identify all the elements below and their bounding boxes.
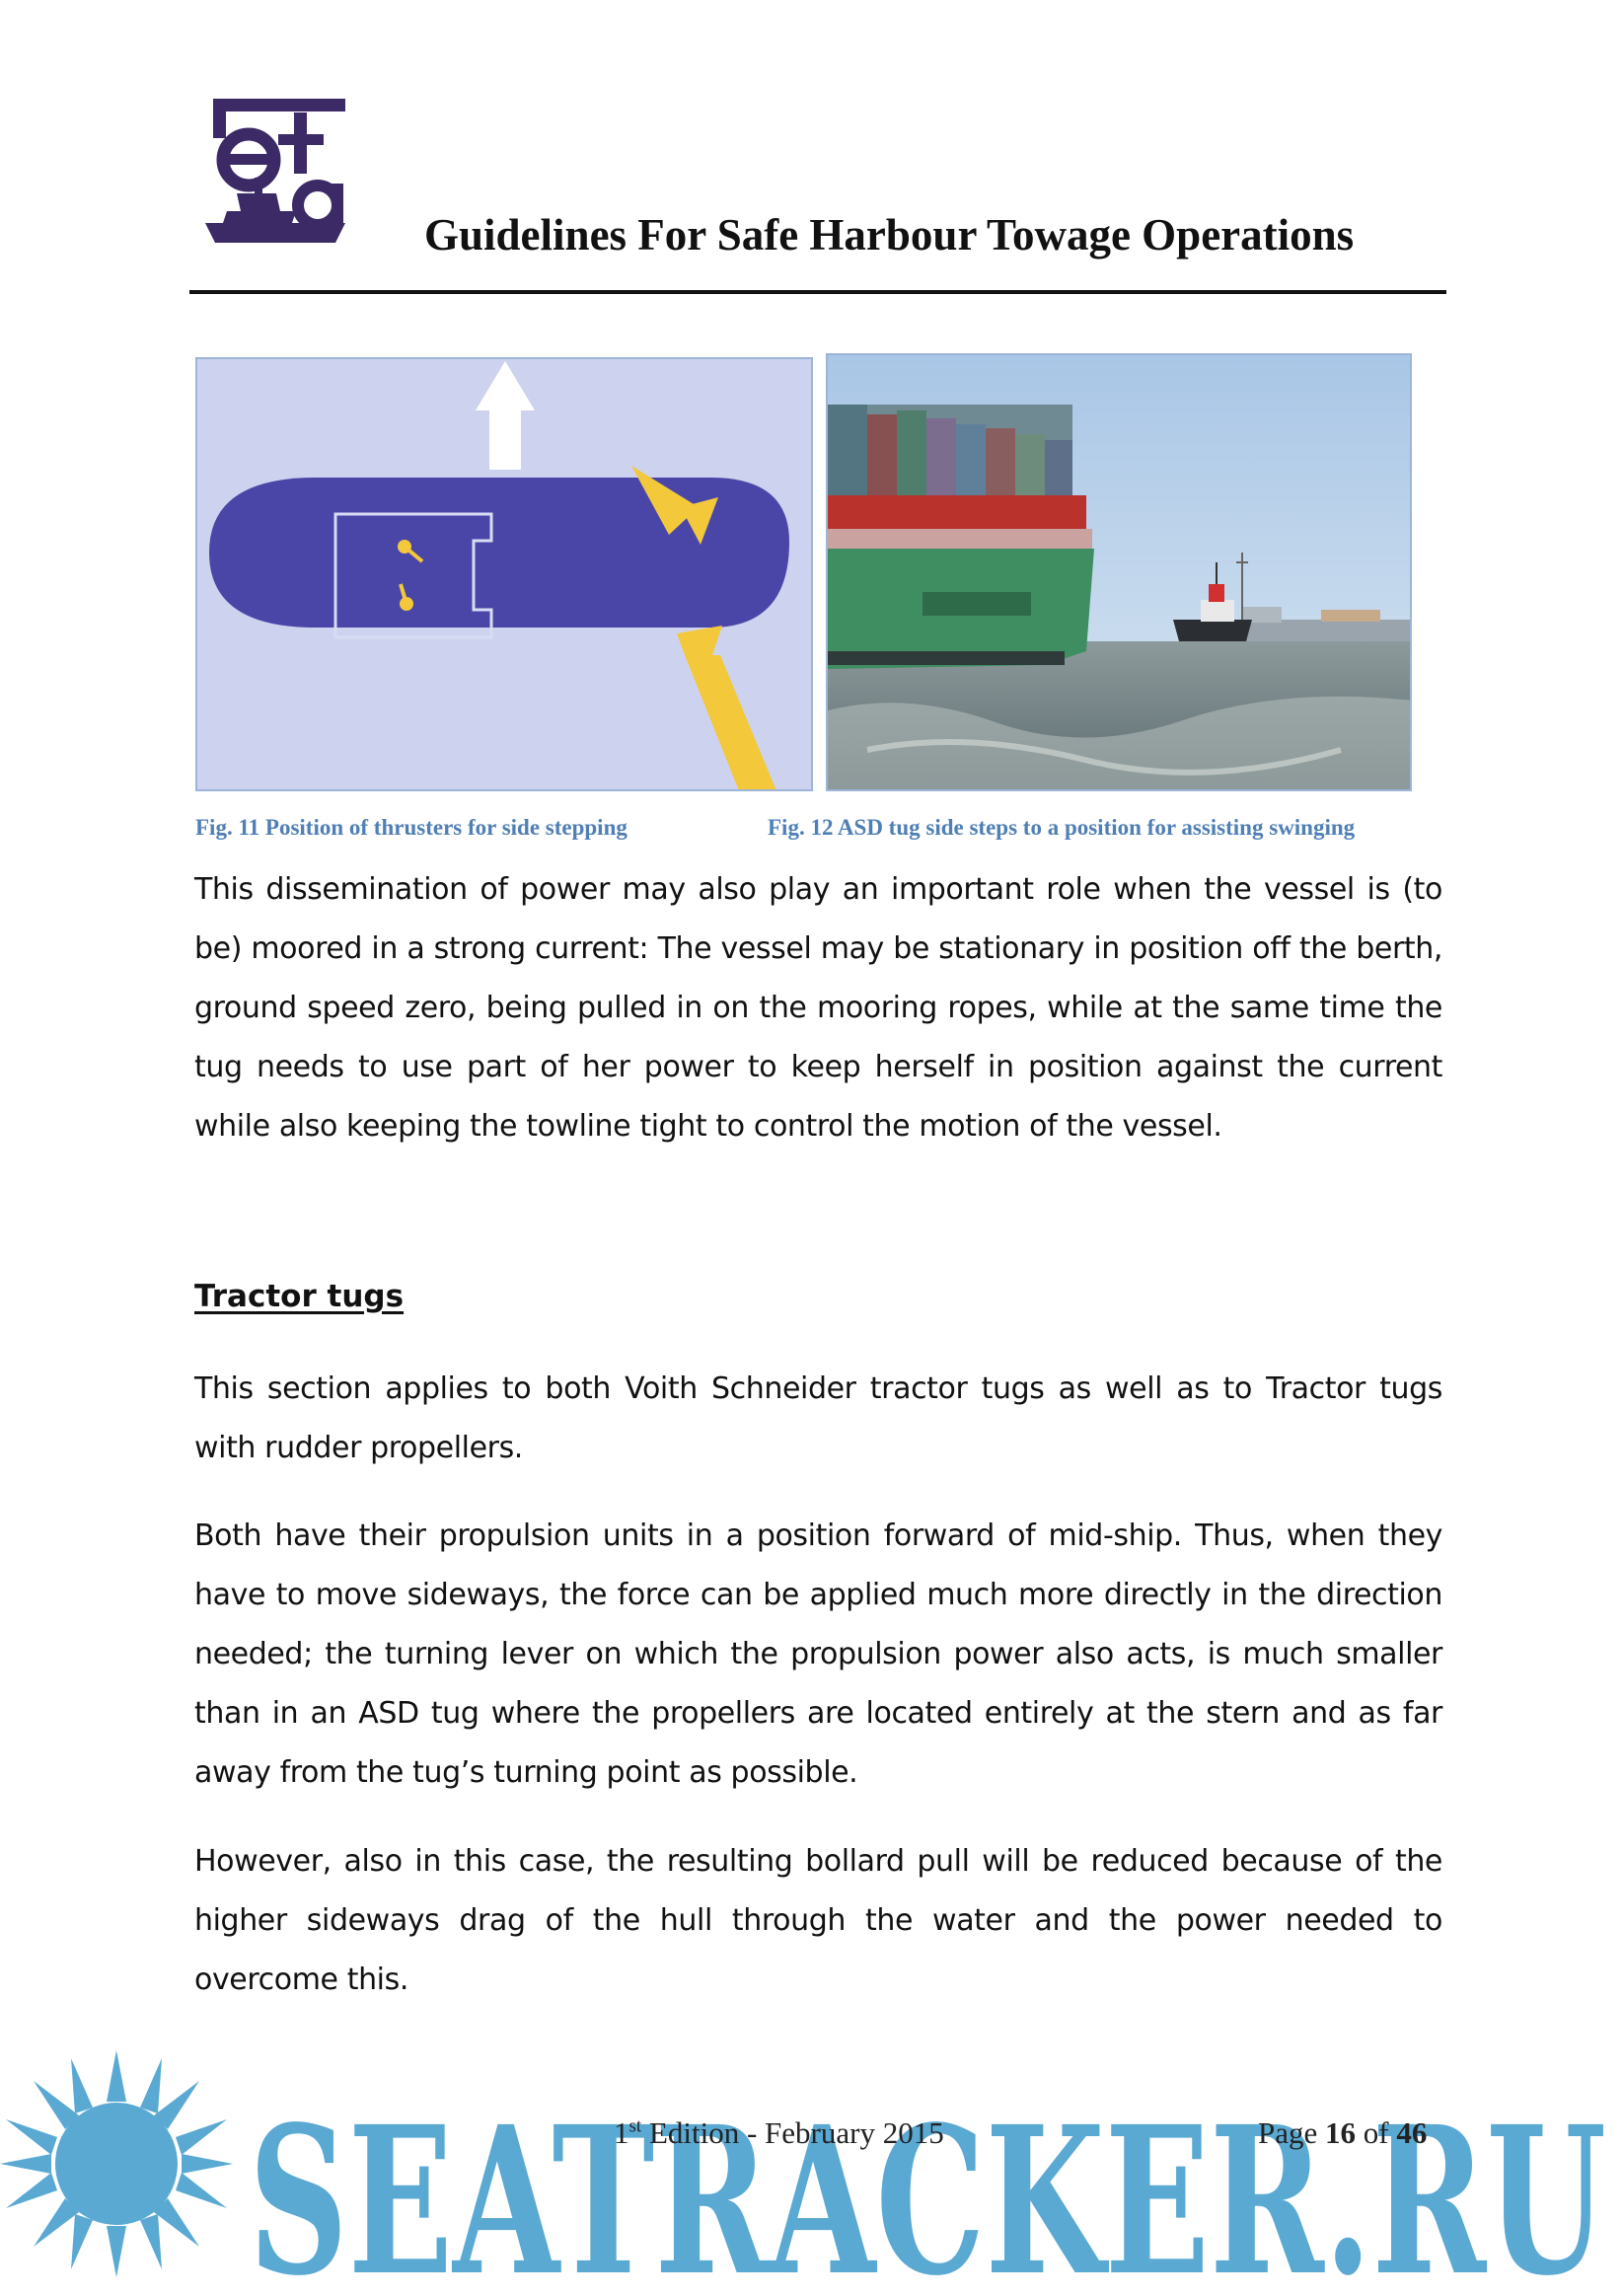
- section-heading: Tractor tugs: [194, 1279, 405, 1314]
- body-paragraph: However, also in this case, the resulting bollard pull will be reduced because of the higher sideways drag of the hull through the water and the power needed to overcome this.: [194, 1844, 1442, 1997]
- watermark-text: SEATRACKER.RU: [249, 2082, 1606, 2296]
- body-paragraph: This dissemination of power may also play an important role when the vessel is (to be) moored in a strong current: The vessel may be stationary in position off the berth, ground speed zero, being pulled in on the mooring ropes, while at the same time the tug needs to use part of her power to keep herself in position against the current while also keeping the towline tight to control the motion of the vessel.: [194, 872, 1442, 1144]
- edition-suffix: st: [628, 2115, 642, 2137]
- edition-number: 1: [614, 2115, 629, 2150]
- figure-11-thruster-diagram: [195, 357, 813, 791]
- page-prefix: Page: [1258, 2115, 1326, 2150]
- document-title: Guidelines For Safe Harbour Towage Operations: [424, 210, 1355, 259]
- vessel-hull: [209, 478, 789, 628]
- edition-text: Edition - February 2015: [641, 2115, 944, 2150]
- etaa-logo: [197, 95, 365, 262]
- figure-12-caption: Fig. 12 ASD tug side steps to a position for assisting swinging: [768, 815, 1356, 840]
- sun-icon: [0, 2050, 233, 2277]
- body-paragraph: This section applies to both Voith Schneider tractor tugs as well as to Tractor tugs with rudder propellers.: [194, 1371, 1442, 1465]
- figure-12-tug-photo: [826, 353, 1412, 791]
- tug-photo-illustration: [828, 355, 1412, 791]
- body-paragraph: Both have their propulsion units in a position forward of mid-ship. Thus, when they have to move sideways, the force can be applied much more directly in the direction needed; the turning lever on which the propulsion power also acts, is much smaller than in an ASD tug where the propellers are located entirely at the stern and as far away from the tug’s turning point as possible.: [194, 1518, 1442, 1790]
- page-total: 46: [1396, 2115, 1428, 2150]
- page-current: 16: [1325, 2115, 1357, 2150]
- header-divider: [189, 290, 1446, 294]
- footer-edition: [614, 2115, 944, 2151]
- footer-page-number: [1258, 2115, 1427, 2151]
- figure-11-caption: Fig. 11 Position of thrusters for side stepping: [195, 815, 627, 840]
- thruster-diagram-illustration: [197, 359, 813, 791]
- seatracker-watermark: [0, 2050, 1624, 2296]
- page-of: of: [1356, 2115, 1397, 2150]
